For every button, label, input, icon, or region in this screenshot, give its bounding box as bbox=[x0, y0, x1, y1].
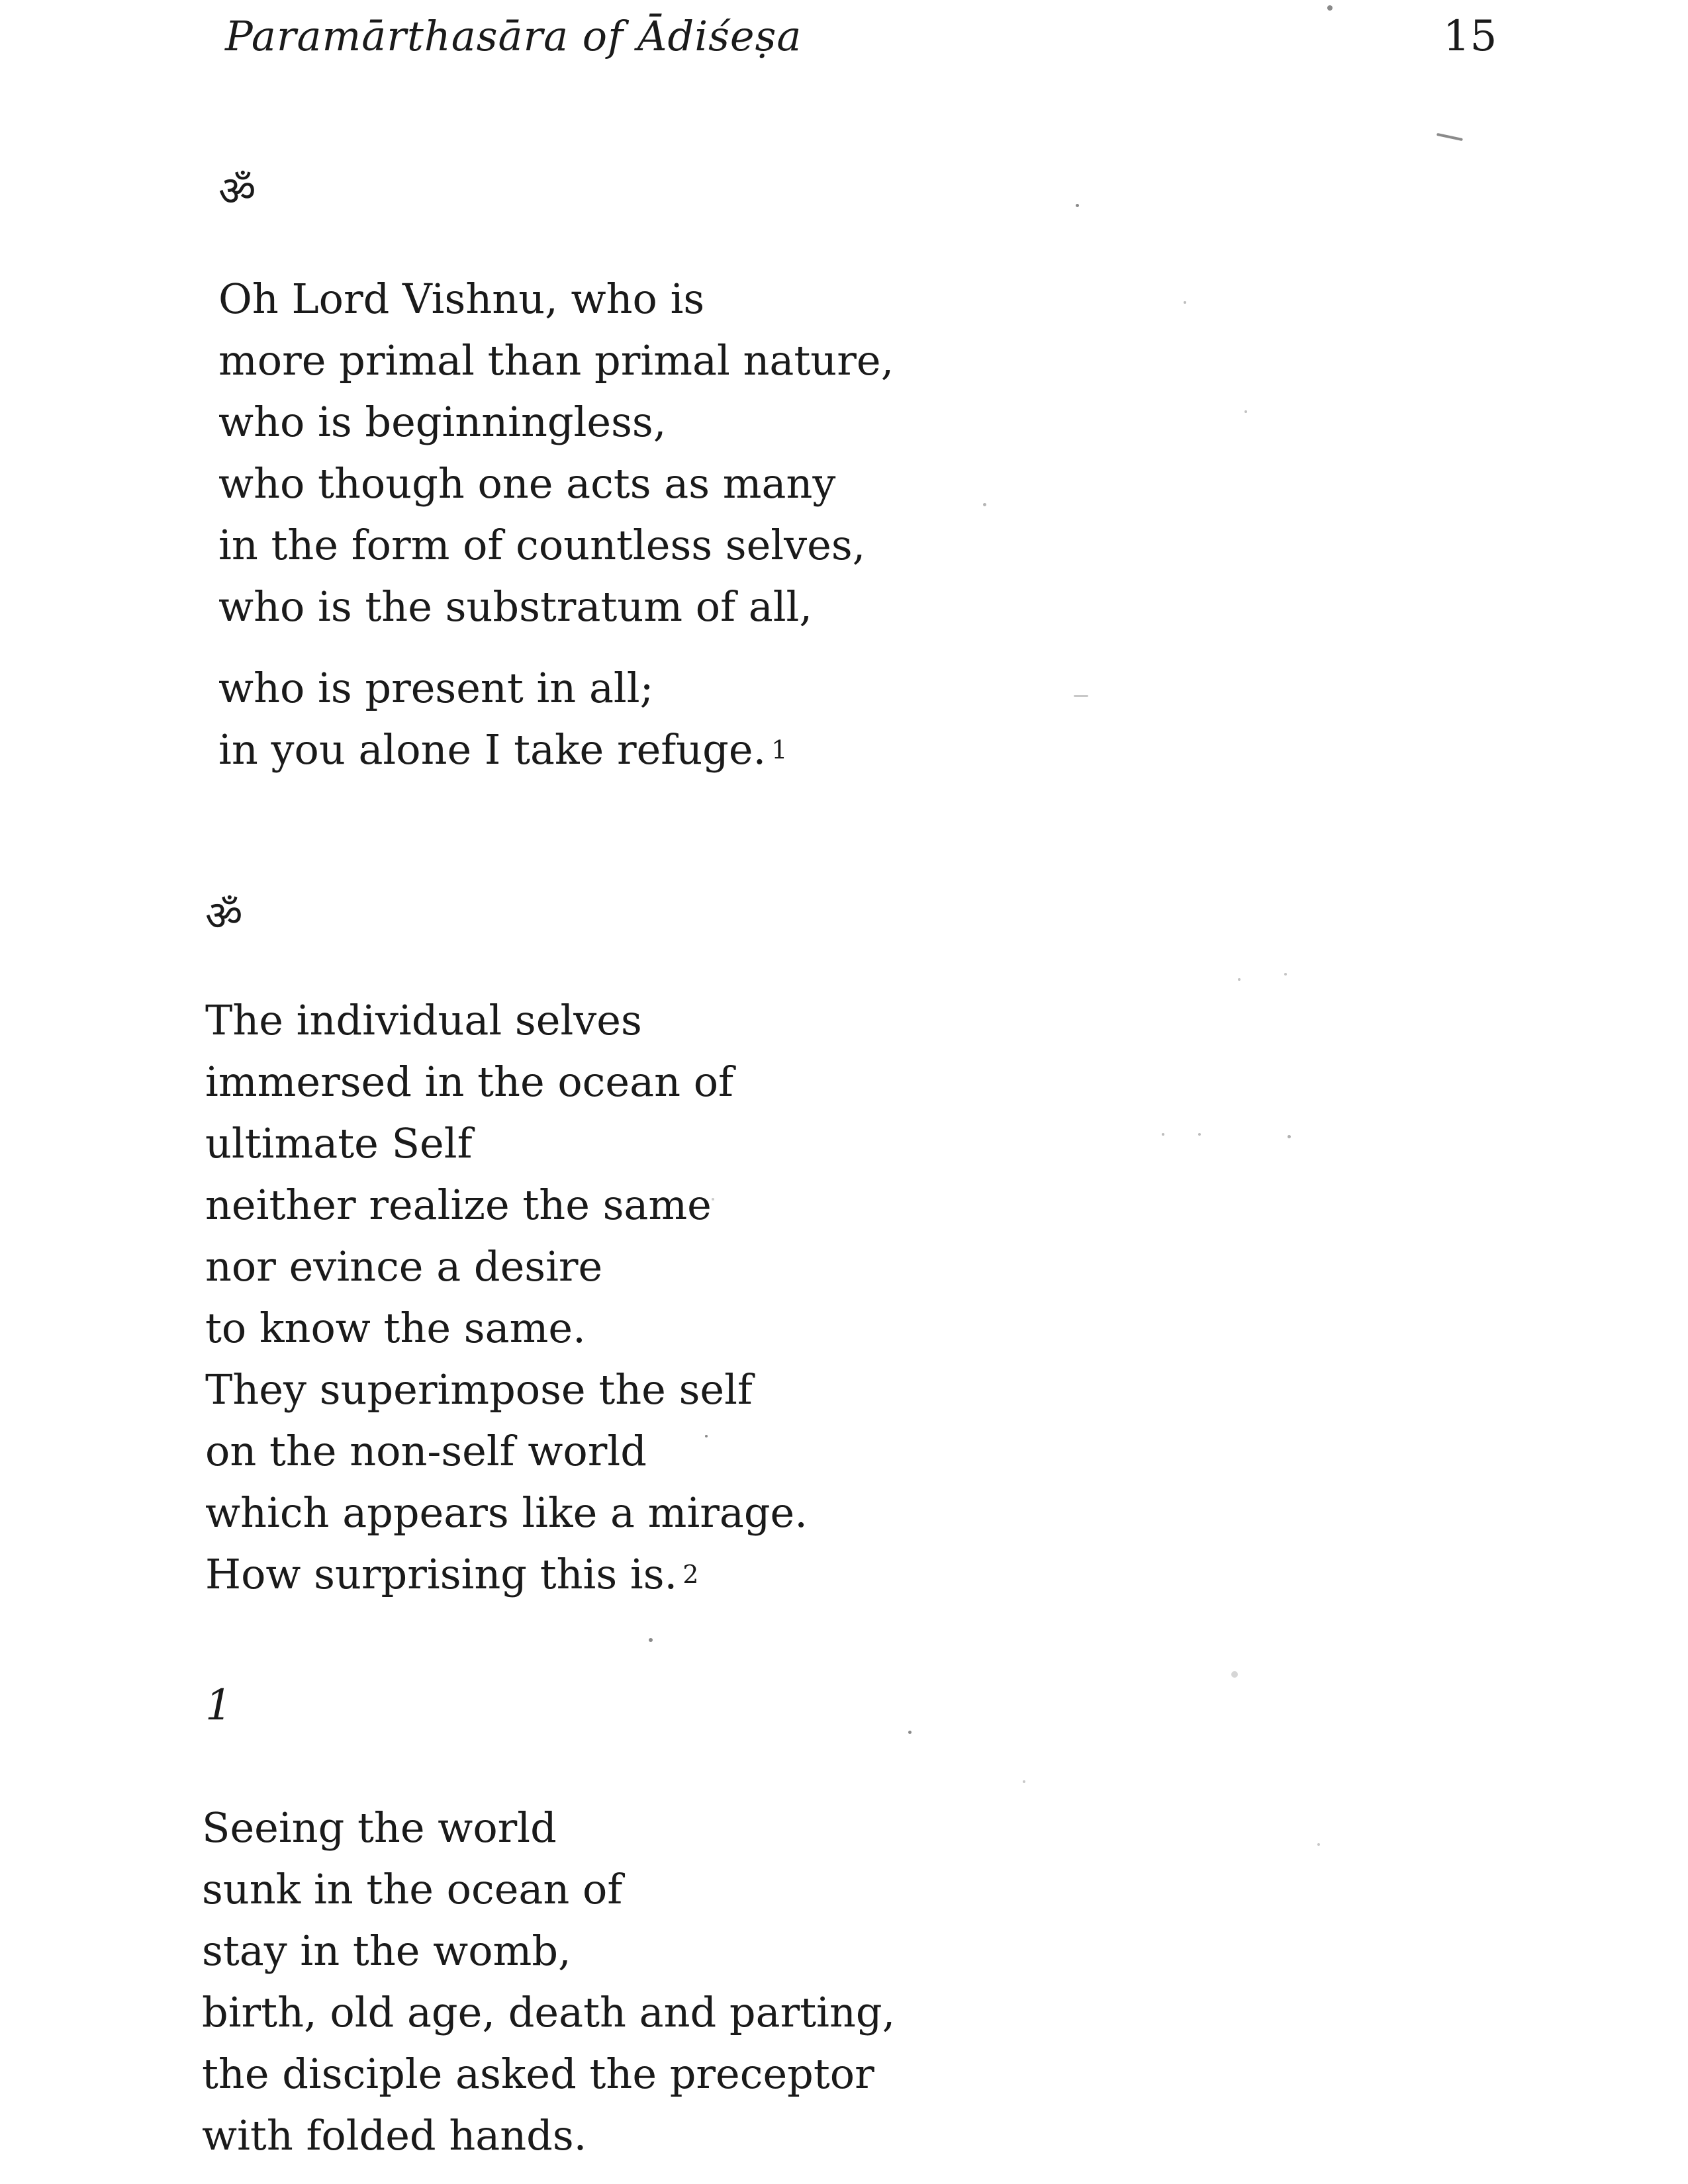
scan-speck bbox=[649, 1638, 653, 1642]
scan-speck bbox=[1074, 695, 1088, 697]
footnote-ref-2: 2 bbox=[682, 1560, 699, 1589]
om-symbol-1: ॐ bbox=[218, 167, 256, 215]
scan-speck bbox=[1244, 410, 1247, 413]
scan-speck bbox=[1023, 1780, 1025, 1783]
running-title: Paramārthasāra of Ādiśeṣa bbox=[225, 12, 802, 60]
verse-line-final bbox=[205, 1543, 808, 1605]
verse-line: immersed in the ocean of bbox=[205, 1058, 733, 1106]
verse-line: stay in the womb, bbox=[202, 1927, 571, 1975]
scan-speck bbox=[705, 1435, 708, 1437]
scan-speck bbox=[1076, 204, 1079, 207]
verse-line: sunk in the ocean of bbox=[202, 1865, 623, 1913]
verse-line: who is the substratum of all, bbox=[218, 582, 813, 631]
verse-line: The individual selves bbox=[205, 996, 642, 1044]
scan-speck bbox=[712, 1198, 714, 1201]
verse-line: to know the same. bbox=[205, 1304, 586, 1352]
verse-line: which appears like a mirage. bbox=[205, 1488, 808, 1537]
scan-speck bbox=[1317, 1843, 1320, 1846]
verse-line: ultimate Self bbox=[205, 1119, 473, 1167]
section-1-verse bbox=[202, 1797, 895, 2166]
scan-speck bbox=[983, 503, 986, 506]
verse-line: who is beginningless, bbox=[218, 398, 667, 446]
section-number: 1 bbox=[205, 1681, 232, 1730]
scan-speck bbox=[1288, 1135, 1291, 1138]
scan-speck bbox=[1198, 1133, 1201, 1136]
verse-line: birth, old age, death and parting, bbox=[202, 1988, 896, 2036]
verse-line: Oh Lord Vishnu, who is bbox=[218, 275, 705, 323]
verse-line: nor evince a desire bbox=[205, 1242, 603, 1291]
invocation-verse-2 bbox=[205, 989, 808, 1605]
verse-line: on the non-self world bbox=[205, 1427, 647, 1475]
verse-line: who though one acts as many bbox=[218, 459, 836, 508]
footnote-ref-1: 1 bbox=[771, 735, 788, 764]
scan-speck bbox=[1327, 5, 1333, 11]
verse-line-final bbox=[218, 719, 894, 780]
scan-speck bbox=[1162, 1133, 1164, 1136]
verse-line: who is present in all; bbox=[218, 664, 654, 712]
scan-speck bbox=[1231, 1671, 1238, 1678]
verse-line: with folded hands. bbox=[202, 2111, 587, 2160]
verse-line: in the form of countless selves, bbox=[218, 521, 866, 569]
verse-line: They superimpose the self bbox=[205, 1365, 753, 1414]
scan-speck bbox=[908, 1731, 912, 1734]
verse-line: the disciple asked the preceptor bbox=[202, 2050, 874, 2098]
verse-line: neither realize the same bbox=[205, 1181, 712, 1229]
verse-line-text: How surprising this is. bbox=[205, 1550, 678, 1598]
scan-speck bbox=[1436, 133, 1463, 141]
invocation-verse-1 bbox=[218, 268, 894, 780]
page-number: 15 bbox=[1443, 12, 1497, 61]
scan-speck bbox=[1238, 978, 1241, 981]
verse-line-text: in you alone I take refuge. bbox=[218, 725, 767, 774]
verse-line: more primal than primal nature, bbox=[218, 336, 894, 385]
scan-speck bbox=[1184, 301, 1186, 304]
scan-speck bbox=[1284, 973, 1287, 976]
verse-line: Seeing the world bbox=[202, 1803, 557, 1852]
om-symbol-2: ॐ bbox=[205, 891, 243, 940]
